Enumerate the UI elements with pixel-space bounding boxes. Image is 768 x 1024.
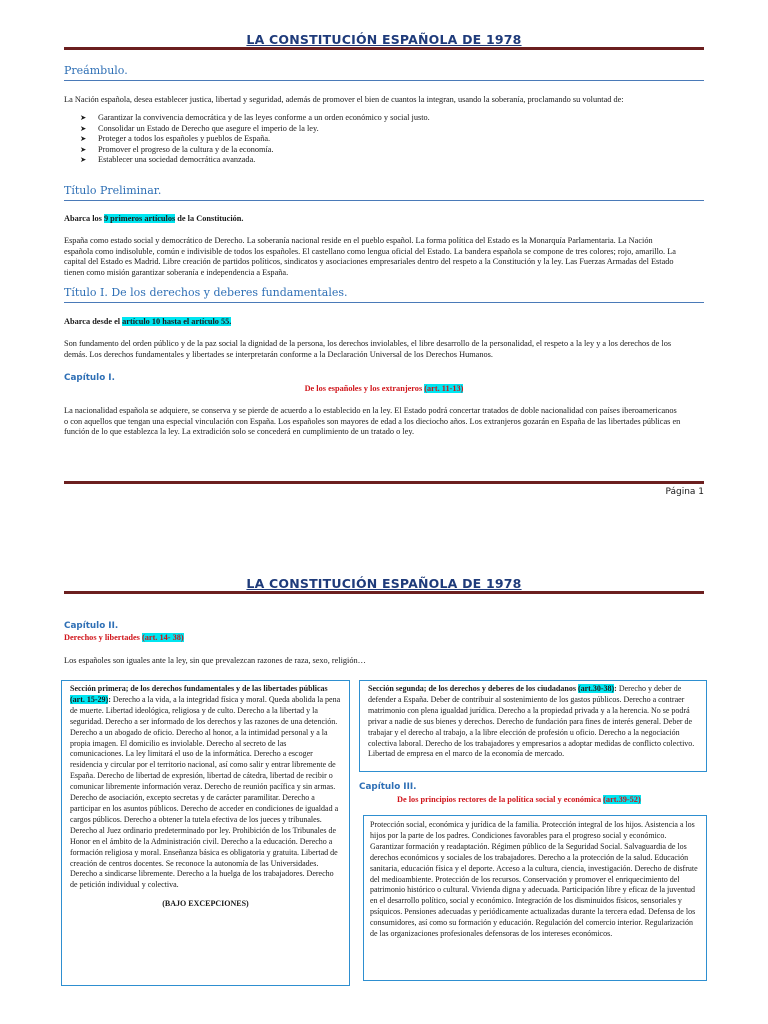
title-rule — [64, 47, 704, 50]
list-item: ➤ Establecer una sociedad democrática avanzada. — [80, 155, 256, 164]
capitulo-i-subtitle: De los españoles y los extranjeros (art. 11-13) — [304, 384, 464, 393]
highlight: (art. 11-13) — [424, 384, 464, 393]
highlight: (art. 15-29) — [70, 694, 109, 704]
heading-rule — [64, 302, 704, 303]
heading-rule — [64, 80, 704, 81]
titulo-i-body: Son fundamento del orden público y de la paz social la dignidad de la persona, los derechos inviolables, el libre desarrollo de la personalidad, el respeto a la ley y a los derechos de los demás. Los derechos fundamentales y libertades se interpretarán conforme a la Declaración Universal de los Derechos Humanos. — [64, 339, 672, 359]
titulo-i-abarca: Abarca desde el artículo 10 hasta el artículo 55. — [64, 317, 232, 326]
capitulo-ii-body: Los españoles son iguales ante la ley, sin que prevalezcan razones de raza, sexo, religión… — [64, 656, 366, 665]
page-number: Página 1 — [665, 487, 704, 497]
arrow-bullet-icon: ➤ — [80, 123, 87, 133]
capitulo-iii-box — [363, 815, 707, 981]
titulo-preliminar-abarca: Abarca los 9 primeros artículos de la Constitución. — [64, 214, 244, 223]
seccion-primera-box — [61, 680, 350, 986]
highlight: artículo 10 hasta el artículo 55. — [122, 317, 232, 326]
capitulo-iii-label: Capítulo III. — [359, 782, 417, 792]
arrow-bullet-icon: ➤ — [80, 155, 87, 164]
capitulo-iii-subtitle: De los principios rectores de la política social y económica (art.39-52) — [397, 795, 641, 804]
title-rule — [64, 591, 704, 594]
heading-rule — [64, 200, 704, 201]
highlight: (art.30-38) — [577, 684, 615, 693]
arrow-bullet-icon: ➤ — [80, 113, 87, 122]
highlight: (art. 14- 38) — [141, 633, 184, 642]
preambulo-list — [80, 113, 430, 166]
titulo-preliminar-body: España como estado social y democrático de Derecho. La soberanía nacional reside en el pueblo español. La forma política del Estado es la Monarquía Parlamentaria. La Nación española como indisoluble, común e indivisible de todos los españoles. El castellano como lengua oficial del Estado. La bandera española se compone de tres colores; rojo, amarillo. La capital del Estado es Madrid. Libre creación de partidos políticos, sindicatos y asociaciones empresariales dentro del respeto a la Constitución y la ley. Las Fuerzas Armadas del Estado tienen como misión garantizar soberanía e independencia a España. — [64, 236, 676, 277]
seccion-segunda-text: Sección segunda; de los derechos y deberes de los ciudadanos (art.30-38): Derecho y deber de defender a España. Deber de contribuir al sostenimiento de los gastos públicos. Derecho a contraer matrimonio con plena igualdad jurídica. Derecho a la propiedad privada y a la herencia. No se podrá privar a nadie de sus bienes y derechos. Derecho de fundación para fines de interés general. Deber de trabajar y el derecho al trabajo, a la libre elección de profesión u oficio. Derecho a la negociación colectiva laboral. Derecho de los trabajadores y empresarios a adoptar medidas de conflicto colectivo. Libertad de empresa en el marco de la economía de mercado. — [368, 684, 695, 759]
highlight: 9 primeros artículos — [103, 214, 176, 223]
titulo-i-heading: Título I. De los derechos y deberes fundamentales. — [64, 286, 348, 299]
seccion-primera-footer: (BAJO EXCEPCIONES) — [162, 899, 249, 909]
list-item: ➤ Proteger a todos los españoles y pueblos de España. — [80, 134, 271, 143]
seccion-primera-text: Sección primera; de los derechos fundamentales y de las libertades públicas (art. 15-29): Derecho a la vida, a la integridad física y moral. Queda abolida la pena de muerte. Libertad ideológica, religiosa y de culto. Derecho a la libertad y la seguridad. Derecho a ser informado de los derechos y las razones de una detención. Derecho a un abogado de oficio. Derecho al honor, a la intimidad personal y a la propia imagen. El domicilio es inviolable. Derecho al secreto de las comunicaciones. La ley limitará el uso de la informática. Derecho a escoger residencia y circular por el territorio nacional, así como salir y entrar libremente de España. Derecho de libertad de expresión, libertad de cátedra, libertad de recibir o comunicar libremente información veraz. Derecho de reunión pacífica y sin armas. Derecho de asociación, excepto secretas y de carácter paramilitar. Derecho a participar en los asuntos públicos. Derecho de acceder en condiciones de igualdad a cargos públicos. Derecho a obtener la tutela efectiva de los jueces y tribunales. Derecho al Juez ordinario predeterminado por ley. Prohibición de los Tribunales de Honor en el ámbito de la Administración civil. Derecho a la educación. Derecho a formación religiosa y moral. Enseñanza básica es obligatoria y gratuita. Libertad de creación de centros docentes. Se reconoce la autonomía de las Universidades. Derecho a sindicarse libremente. Derecho a la huelga de los trabajadores. Derecho de petición individual y colectiva. — [70, 684, 341, 890]
list-item: ➤ Garantizar la convivencia democrática y de las leyes conforme a un orden económico y social justo. — [80, 113, 430, 122]
list-item: ➤ Consolidar un Estado de Derecho que asegure el imperio de la ley. — [80, 123, 319, 133]
footer-rule — [64, 481, 704, 484]
preambulo-heading: Preámbulo. — [64, 64, 128, 77]
seccion-segunda-box — [359, 680, 707, 772]
list-item: ➤ Promover el progreso de la cultura y de la economía. — [80, 144, 274, 154]
preambulo-intro: La Nación española, desea establecer justica, libertad y seguridad, además de promover el bien de cuantos la integran, usando la soberanía, proclamando su voluntad de: — [64, 95, 624, 104]
arrow-bullet-icon: ➤ — [80, 144, 87, 154]
titulo-preliminar-heading: Título Preliminar. — [64, 184, 162, 197]
highlight: (art.39-52) — [603, 795, 641, 804]
capitulo-i-label: Capítulo I. — [64, 373, 115, 383]
capitulo-ii-subtitle: Derechos y libertades (art. 14- 38) — [64, 633, 184, 642]
capitulo-i-body: La nacionalidad española se adquiere, se conserva y se pierde de acuerdo a lo establecido en la ley. El Estado podrá concertar tratados de doble nacionalidad con países iberoamericanos o con aquellos que tengan una especial vinculación con España. Los españoles son mayores de edad a los dieciocho años. Los extranjeros gozarán en España de las libertades públicas en función de lo que establezca la ley. La extradición solo se concederá en cumplimiento de un tratado o ley. — [64, 406, 681, 437]
capitulo-ii-label: Capítulo II. — [64, 621, 119, 631]
page-title: LA CONSTITUCIÓN ESPAÑOLA DE 1978 — [246, 576, 522, 591]
capitulo-iii-text: Protección social, económica y jurídica de la familia. Protección integral de los hijos. Asistencia a los hijos por la parte de los padres. Condiciones favorables para el progreso social y económico. Garantizar formación y readaptación. Régimen público de la Seguridad Social. Salvaguardia de los derechos económicos y sociales de los trabajadores. Derecho a la protección de la salud. Educación sanitaria, educación física y el deporte. Acceso a la cultura, ciencia, investigación. Derecho de disfrute del medioambiente. Protección de los recursos. Conservación y promover el enriquecimiento del patrimonio histórico o cultural. Vivienda digna y adecuada. Participación libre y eficaz de la juventud en el desarrollo político, social y económico. Integración de los disminuidos físicos, sensoriales y psíquicos. Pensiones adecuadas y periódicamente actualizadas durante la tercera edad. Defensa de los consumidores, así como su formación y educación. Regulación del comercio interior. Regularización de las organizaciones profesionales defensoras de los intereses económicos. — [370, 820, 698, 939]
arrow-bullet-icon: ➤ — [80, 134, 87, 143]
page-title: LA CONSTITUCIÓN ESPAÑOLA DE 1978 — [246, 32, 522, 47]
